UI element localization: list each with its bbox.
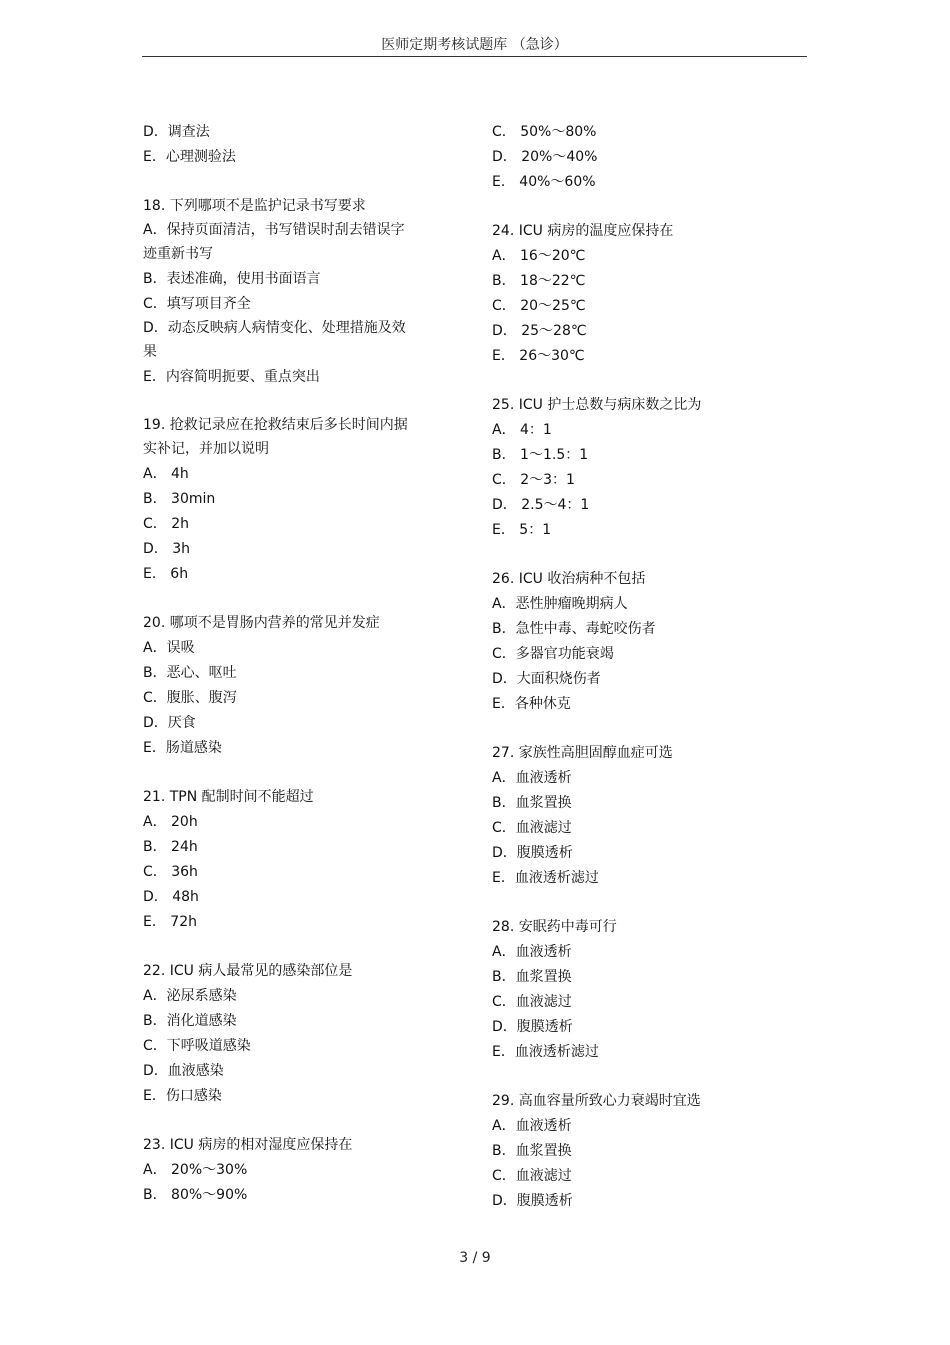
text-line: B．血浆置换 [492,969,572,985]
spacer [143,170,443,194]
text-line: B．恶心、呕吐 [143,665,237,681]
text-line: B．血浆置换 [492,1143,572,1159]
text-line: D．血液感染 [143,1063,224,1079]
text-line: 27. 家族性高胆固醇血症可选 [492,745,673,761]
spacer [143,390,443,414]
page-number: 3 / 9 [459,1250,491,1266]
text-line: C．填写项目齐全 [143,296,251,312]
text-line: E． 5：1 [492,522,552,538]
text-line: E． 26～30℃ [492,348,585,364]
text-line: 20. 哪项不是胃肠内营养的常见并发症 [143,615,380,631]
text-line: E．内容简明扼要、重点突出 [143,369,320,385]
text-line: 25. ICU 护士总数与病床数之比为 [492,397,702,413]
text-line: C． 2h [143,516,190,532]
text-line: D． 25～28℃ [492,323,587,339]
text-line: 22. ICU 病人最常见的感染部位是 [143,963,353,979]
text-line: E．伤口感染 [143,1088,222,1104]
spacer [492,717,792,741]
text-line: A．血液透析 [492,1118,572,1134]
text-line: D．厌食 [143,715,196,731]
right-column [492,120,792,1214]
page-header: 医师定期考核试题库 （急诊） [142,34,807,57]
text-line: B． 1～1.5：1 [492,447,589,463]
text-line: A． 4：1 [492,422,552,438]
text-line: B．表述准确，使用书面语言 [143,271,321,287]
spacer [143,935,443,959]
text-line: 29. 高血容量所致心力衰竭时宜选 [492,1093,701,1109]
text-line: 28. 安眠药中毒可行 [492,919,617,935]
text-line: 23. ICU 病房的相对湿度应保持在 [143,1137,353,1153]
text-line: E．心理测验法 [143,149,236,165]
spacer [143,1109,443,1133]
text-line: A． 20%～30% [143,1162,248,1178]
text-line: E．血液透析滤过 [492,870,599,886]
text-line: D．腹膜透析 [492,845,573,861]
text-line: E． 40%～60% [492,174,596,190]
text-line: B． 24h [143,839,198,855]
text-line: A．血液透析 [492,770,572,786]
text-line: C． 36h [143,864,198,880]
text-line: B．消化道感染 [143,1013,237,1029]
text-line: C． 50%～80% [492,124,597,140]
text-line: A．保持页面清洁，书写错误时刮去错误字 [143,222,405,238]
text-line: B． 80%～90% [143,1187,248,1203]
text-line: D． 3h [143,541,191,557]
text-line: D． 48h [143,889,199,905]
text-line: C．腹胀、腹泻 [143,690,237,706]
text-line: B．急性中毒、毒蛇咬伤者 [492,621,656,637]
text-line: A． 4h [143,466,189,482]
text-line: B． 18～22℃ [492,273,586,289]
spacer [492,195,792,219]
text-line: D．腹膜透析 [492,1193,573,1209]
text-line: C． 20～25℃ [492,298,586,314]
text-line: 21. TPN 配制时间不能超过 [143,789,314,805]
text-line: A．血液透析 [492,944,572,960]
spacer [143,761,443,785]
spacer [143,587,443,611]
text-line: E．血液透析滤过 [492,1044,599,1060]
text-line: 19. 抢救记录应在抢救结束后多长时间内据 [143,417,408,433]
spacer [492,543,792,567]
text-line: 26. ICU 收治病种不包括 [492,571,646,587]
text-line: D．大面积烧伤者 [492,671,601,687]
text-line: E． 6h [143,566,189,582]
text-line: A． 16～20℃ [492,248,586,264]
text-line: B．血浆置换 [492,795,572,811]
text-line: C．多器官功能衰竭 [492,646,614,662]
text-line: C．下呼吸道感染 [143,1038,251,1054]
spacer [492,1065,792,1089]
text-line: D． 2.5～4：1 [492,497,590,513]
text-line: D．调查法 [143,124,210,140]
text-line: 果 [143,344,157,360]
left-column [143,120,443,1208]
text-line: A．恶性肿瘤晚期病人 [492,596,628,612]
text-line: A．泌尿系感染 [143,988,237,1004]
text-line: B． 30min [143,491,216,507]
text-line: 18. 下列哪项不是监护记录书写要求 [143,198,366,214]
text-line: D．腹膜透析 [492,1019,573,1035]
spacer [492,891,792,915]
text-line: E．肠道感染 [143,740,222,756]
text-line: 迹重新书写 [143,246,213,262]
text-line: A． 20h [143,814,198,830]
text-line: 实补记，并加以说明 [143,441,269,457]
text-line: E． 72h [143,914,197,930]
text-line: A．误吸 [143,640,195,656]
text-line: D． 20%～40% [492,149,598,165]
text-line: D．动态反映病人病情变化、处理措施及效 [143,320,406,336]
spacer [492,369,792,393]
text-line: C．血液滤过 [492,1168,572,1184]
text-line: 24. ICU 病房的温度应保持在 [492,223,674,239]
text-line: E．各种休克 [492,696,571,712]
text-line: C．血液滤过 [492,994,572,1010]
text-line: C．血液滤过 [492,820,572,836]
text-line: C． 2～3：1 [492,472,575,488]
